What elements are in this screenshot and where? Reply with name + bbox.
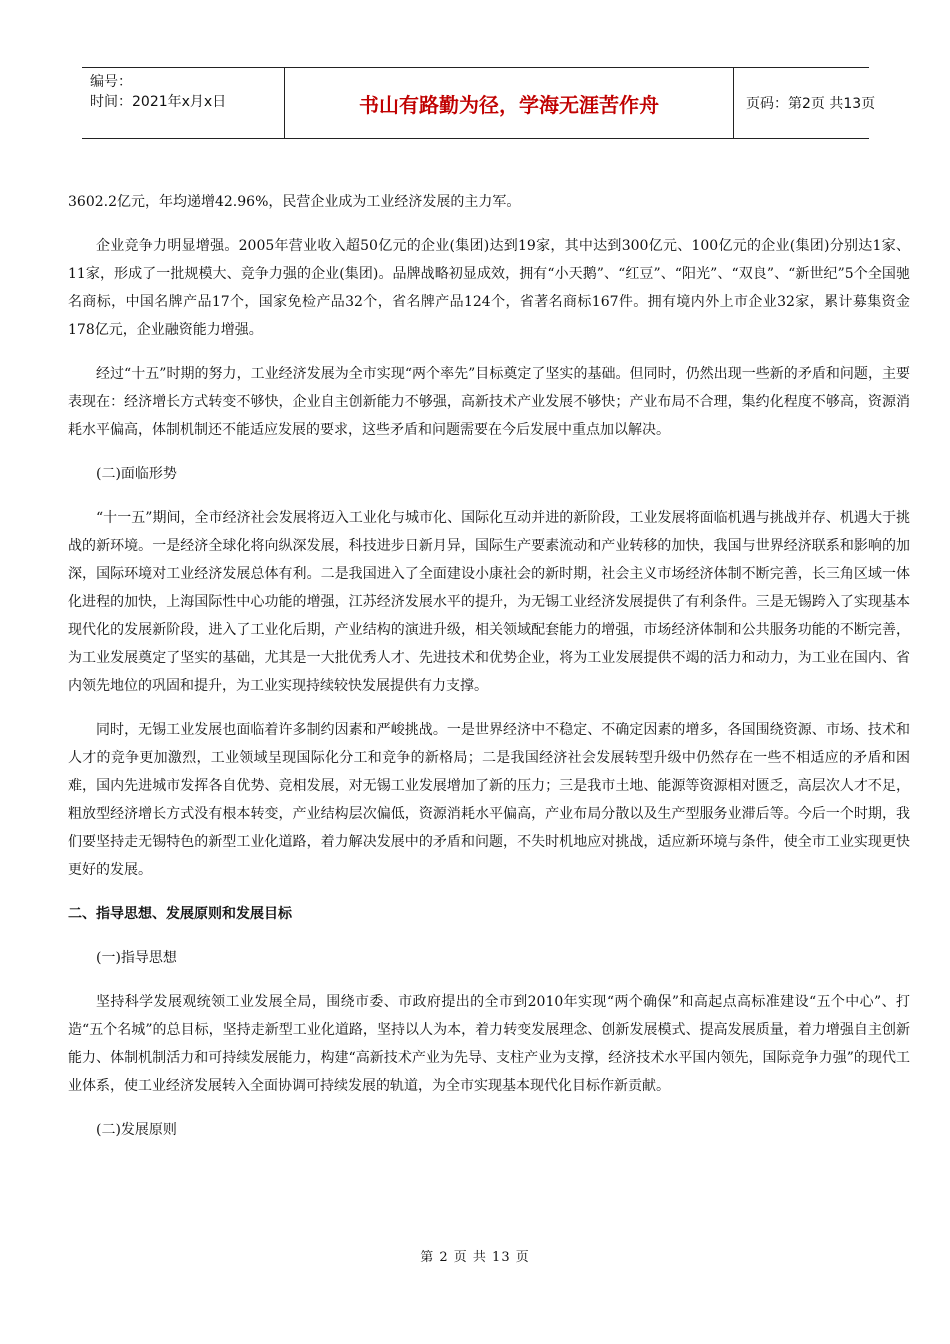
- subsection-heading: (一)指导思想: [96, 950, 177, 966]
- paragraph: “十一五”期间，全市经济社会发展将迈入工业化与城市化、国际化互动并进的新阶段，工业发展将面临机遇与挑战并存、机遇大于挑战的新环境。一是经济全球化将向纵深发展，科技进步日新月异，国际生产要素流动和产业转移的加快，我国与世界经济联系和影响的加深，国际环境对工业经济发展总体有利。二是我国进入了全面建设小康社会的新时期，社会主义市场经济体制不断完善，长三角区域一体化进程的加快，上海国际性中心功能的增强，江苏经济发展水平的提升，为无锡工业经济发展提供了有利条件。三是无锡跨入了实现基本现代化的发展新阶段，进入了工业化后期，产业结构的演进升级，相关领域配套能力的增强，市场经济体制和公共服务功能的不断完善，为工业发展奠定了坚实的基础，尤其是一大批优秀人才、先进技术和优势企业，将为工业发展提供不竭的活力和动力，为工业在国内、省内领先地位的巩固和提升，为工业实现持续较快发展提供有力支撑。: [68, 510, 910, 694]
- paragraph: 3602.2亿元，年均递增42.96%，民营企业成为工业经济发展的主力军。: [68, 194, 521, 210]
- paragraph: 同时，无锡工业发展也面临着许多制约因素和严峻挑战。一是世界经济中不稳定、不确定因素的增多，各国围绕资源、市场、技术和人才的竞争更加激烈，工业领域呈现国际化分工和竞争的新格局；二是我国经济社会发展转型升级中仍然存在一些不相适应的矛盾和困难，国内先进城市发挥各自优势、竞相发展，对无锡工业发展增加了新的压力；三是我市土地、能源等资源相对匮乏，高层次人才不足，粗放型经济增长方式没有根本转变，产业结构层次偏低，资源消耗水平偏高，产业布局分散以及生产型服务业滞后等。今后一个时期，我们要坚持走无锡特色的新型工业化道路，着力解决发展中的矛盾和问题，不失时机地应对挑战，适应新环境与条件，使全市工业实现更快更好的发展。: [68, 722, 910, 878]
- section-heading: 二、指导思想、发展原则和发展目标: [68, 906, 292, 922]
- page-footer: 第 2 页 共 13 页: [420, 1250, 530, 1265]
- document-body: [68, 188, 910, 1160]
- header-page-number: 页码：第2页 共13页: [746, 96, 876, 112]
- paragraph: 坚持科学发展观统领工业发展全局，围绕市委、市政府提出的全市到2010年实现“两个确保”和高起点高标准建设“五个中心”、打造“五个名城”的总目标，坚持走新型工业化道路，坚持以人为本，着力转变发展理念、创新发展模式、提高发展质量，着力增强自主创新能力、体制机制活力和可持续发展能力，构建“高新技术产业为先导、支柱产业为支撑，经济技术水平国内领先，国际竞争力强”的现代工业体系，使工业经济发展转入全面协调可持续发展的轨道，为全市实现基本现代化目标作新贡献。: [68, 994, 910, 1094]
- subsection-heading: (二)发展原则: [96, 1122, 177, 1138]
- header-motto: 书山有路勤为径，学海无涯苦作舟: [284, 68, 734, 138]
- document-date-label: 时间：2021年x月x日: [90, 94, 227, 110]
- subsection-heading: (二)面临形势: [96, 466, 177, 482]
- page-header: [82, 67, 876, 139]
- paragraph: 经过“十五”时期的努力，工业经济发展为全市实现“两个率先”目标奠定了坚实的基础。但同时，仍然出现一些新的矛盾和问题，主要表现在：经济增长方式转变不够快，企业自主创新能力不够强，高新技术产业发展不够快；产业布局不合理，集约化程度不够高，资源消耗水平偏高，体制机制还不能适应发展的要求，这些矛盾和问题需要在今后发展中重点加以解决。: [68, 366, 910, 438]
- document-number-label: 编号：: [90, 74, 132, 90]
- header-meta: [82, 68, 284, 138]
- paragraph: 企业竞争力明显增强。2005年营业收入超50亿元的企业(集团)达到19家，其中达到300亿元、100亿元的企业(集团)分别达1家、11家，形成了一批规模大、竞争力强的企业(集团)。品牌战略初显成效，拥有“小天鹅”、“红豆”、“阳光”、“双良”、“新世纪”5个全国驰名商标，中国名牌产品17个，国家免检产品32个，省名牌产品124个，省著名商标167件。拥有境内外上市企业32家，累计募集资金178亿元，企业融资能力增强。: [68, 238, 910, 338]
